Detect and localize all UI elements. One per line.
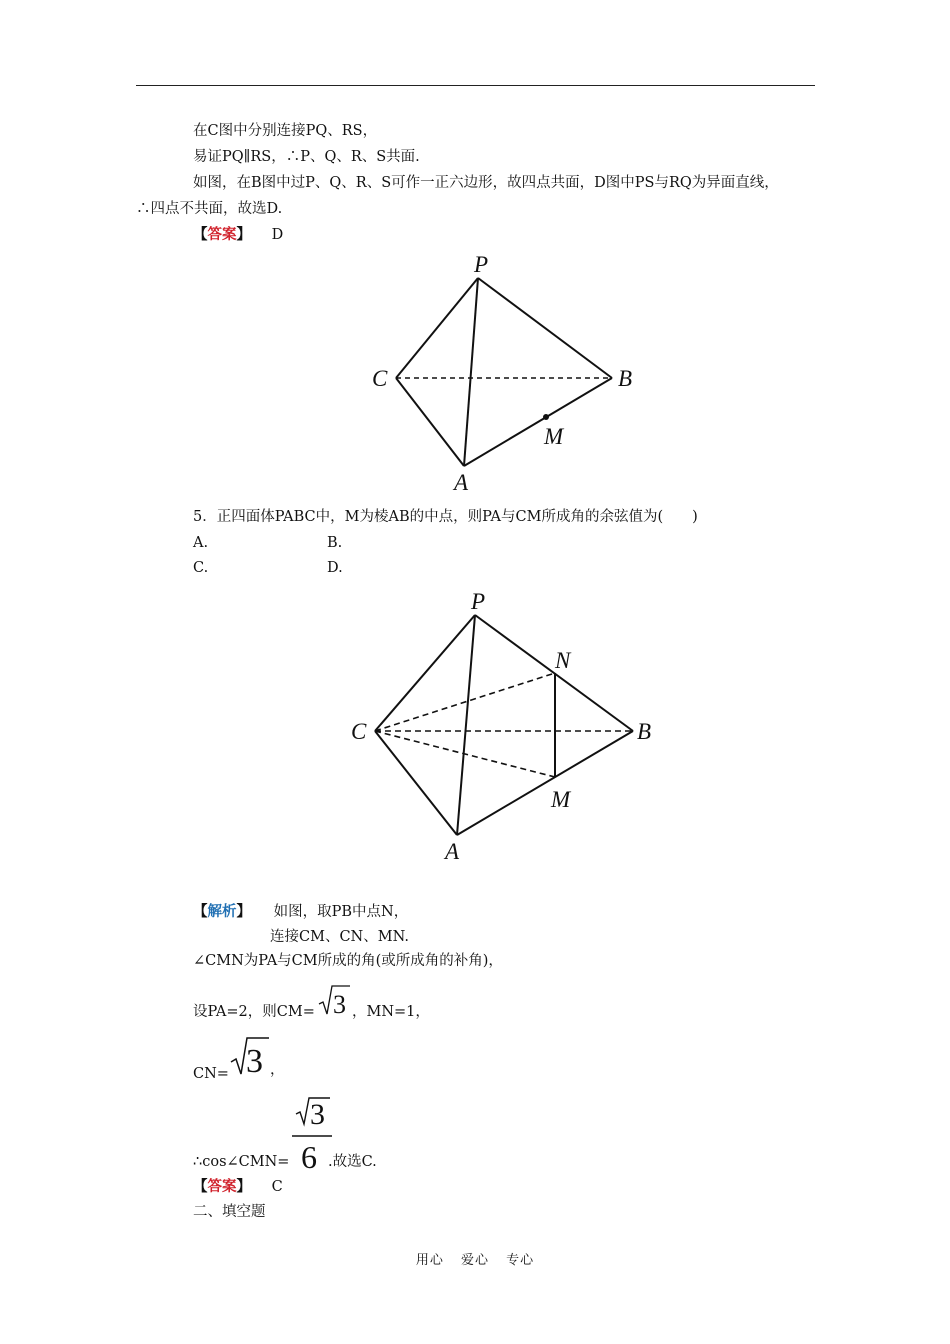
denominator: 6 [301, 1139, 317, 1174]
edge-pc [396, 278, 478, 378]
edge-ca [396, 378, 464, 466]
edge-ca [375, 731, 457, 835]
label-b: B [618, 366, 633, 391]
edge-pa [464, 278, 478, 466]
analysis-line-6-pre: ∴cos∠CMN= [193, 1154, 290, 1170]
footer-item: 用心 [415, 1253, 444, 1268]
option-a: A. [193, 535, 209, 551]
analysis-line-2: 连接CM、CN、MN. [270, 929, 409, 945]
sqrt-radicand: 3 [333, 990, 346, 1019]
bracket-close: 】 [236, 226, 251, 243]
segment-cn [375, 673, 555, 731]
edge-pb [478, 278, 612, 378]
analysis-text-1: 如图，取PB中点N， [273, 904, 409, 920]
label-p: P [474, 252, 489, 277]
bracket-open: 【 [193, 1178, 208, 1195]
label-m: M [544, 424, 564, 449]
analysis-line-5-post: ， [270, 1062, 285, 1078]
question-5: 5．正四面体PABC中，M为棱AB的中点，则PA与CM所成角的余弦值为( ) [193, 509, 698, 525]
section-heading: 二、填空题 [193, 1204, 266, 1220]
analysis-label: 解析 [207, 903, 237, 920]
answer-value: D [271, 227, 284, 243]
option-b: B. [327, 535, 343, 551]
text-line-2: 易证PQ∥RS，∴P、Q、R、S共面. [193, 149, 420, 165]
sqrt-radicand: 3 [246, 1043, 263, 1080]
bracket-close: 】 [236, 1178, 251, 1195]
label-p: P [471, 589, 486, 614]
sqrt-3-large [229, 1034, 269, 1080]
option-d: D. [327, 560, 343, 576]
bracket-close: 】 [236, 903, 251, 920]
tetrahedron-figure-2 [345, 585, 665, 870]
analysis-line-4-pre: 设PA=2，则CM= [193, 1004, 315, 1020]
text-line-4: ∴四点不共面，故选D. [136, 201, 283, 217]
analysis-line-3: ∠CMN为PA与CM所成的角(或所成角的补角)， [193, 953, 503, 969]
label-a: A [445, 839, 460, 864]
analysis-line-4-post: ，MN=1， [352, 1004, 430, 1020]
header-rule [136, 85, 815, 86]
analysis-line-6-post: .故选C. [328, 1154, 377, 1170]
bracket-open: 【 [193, 226, 208, 243]
numerator-radicand: 3 [310, 1098, 325, 1131]
label-m: M [551, 787, 571, 812]
answer-label: 答案 [207, 226, 237, 243]
label-b: B [637, 719, 652, 744]
edge-pa [457, 615, 475, 835]
answer-1 [193, 225, 283, 245]
bracket-open: 【 [193, 903, 208, 920]
edge-ab [464, 378, 612, 466]
label-a: A [454, 470, 469, 495]
sqrt-3-small [316, 982, 350, 1020]
answer-label: 答案 [207, 1178, 237, 1195]
text-line-1: 在C图中分别连接PQ、RS， [193, 123, 378, 139]
point-m [543, 414, 549, 420]
text-line-3: 如图，在B图中过P、Q、R、S可作一正六边形，故四点共面，D图中PS与RQ为异面直线， [193, 175, 779, 191]
footer-item: 专心 [506, 1253, 535, 1268]
edge-ab [457, 731, 633, 835]
page-footer [0, 1249, 950, 1268]
option-c: C. [193, 560, 209, 576]
analysis-line-1 [193, 902, 408, 922]
label-n: N [555, 648, 571, 673]
edge-pc [375, 615, 475, 731]
label-c: C [351, 719, 367, 744]
label-c: C [372, 366, 388, 391]
answer-2 [193, 1177, 283, 1197]
tetrahedron-figure-1 [360, 250, 650, 495]
analysis-line-5-pre: CN= [193, 1066, 229, 1082]
footer-item: 爱心 [460, 1253, 489, 1268]
answer-value: C [271, 1179, 283, 1195]
